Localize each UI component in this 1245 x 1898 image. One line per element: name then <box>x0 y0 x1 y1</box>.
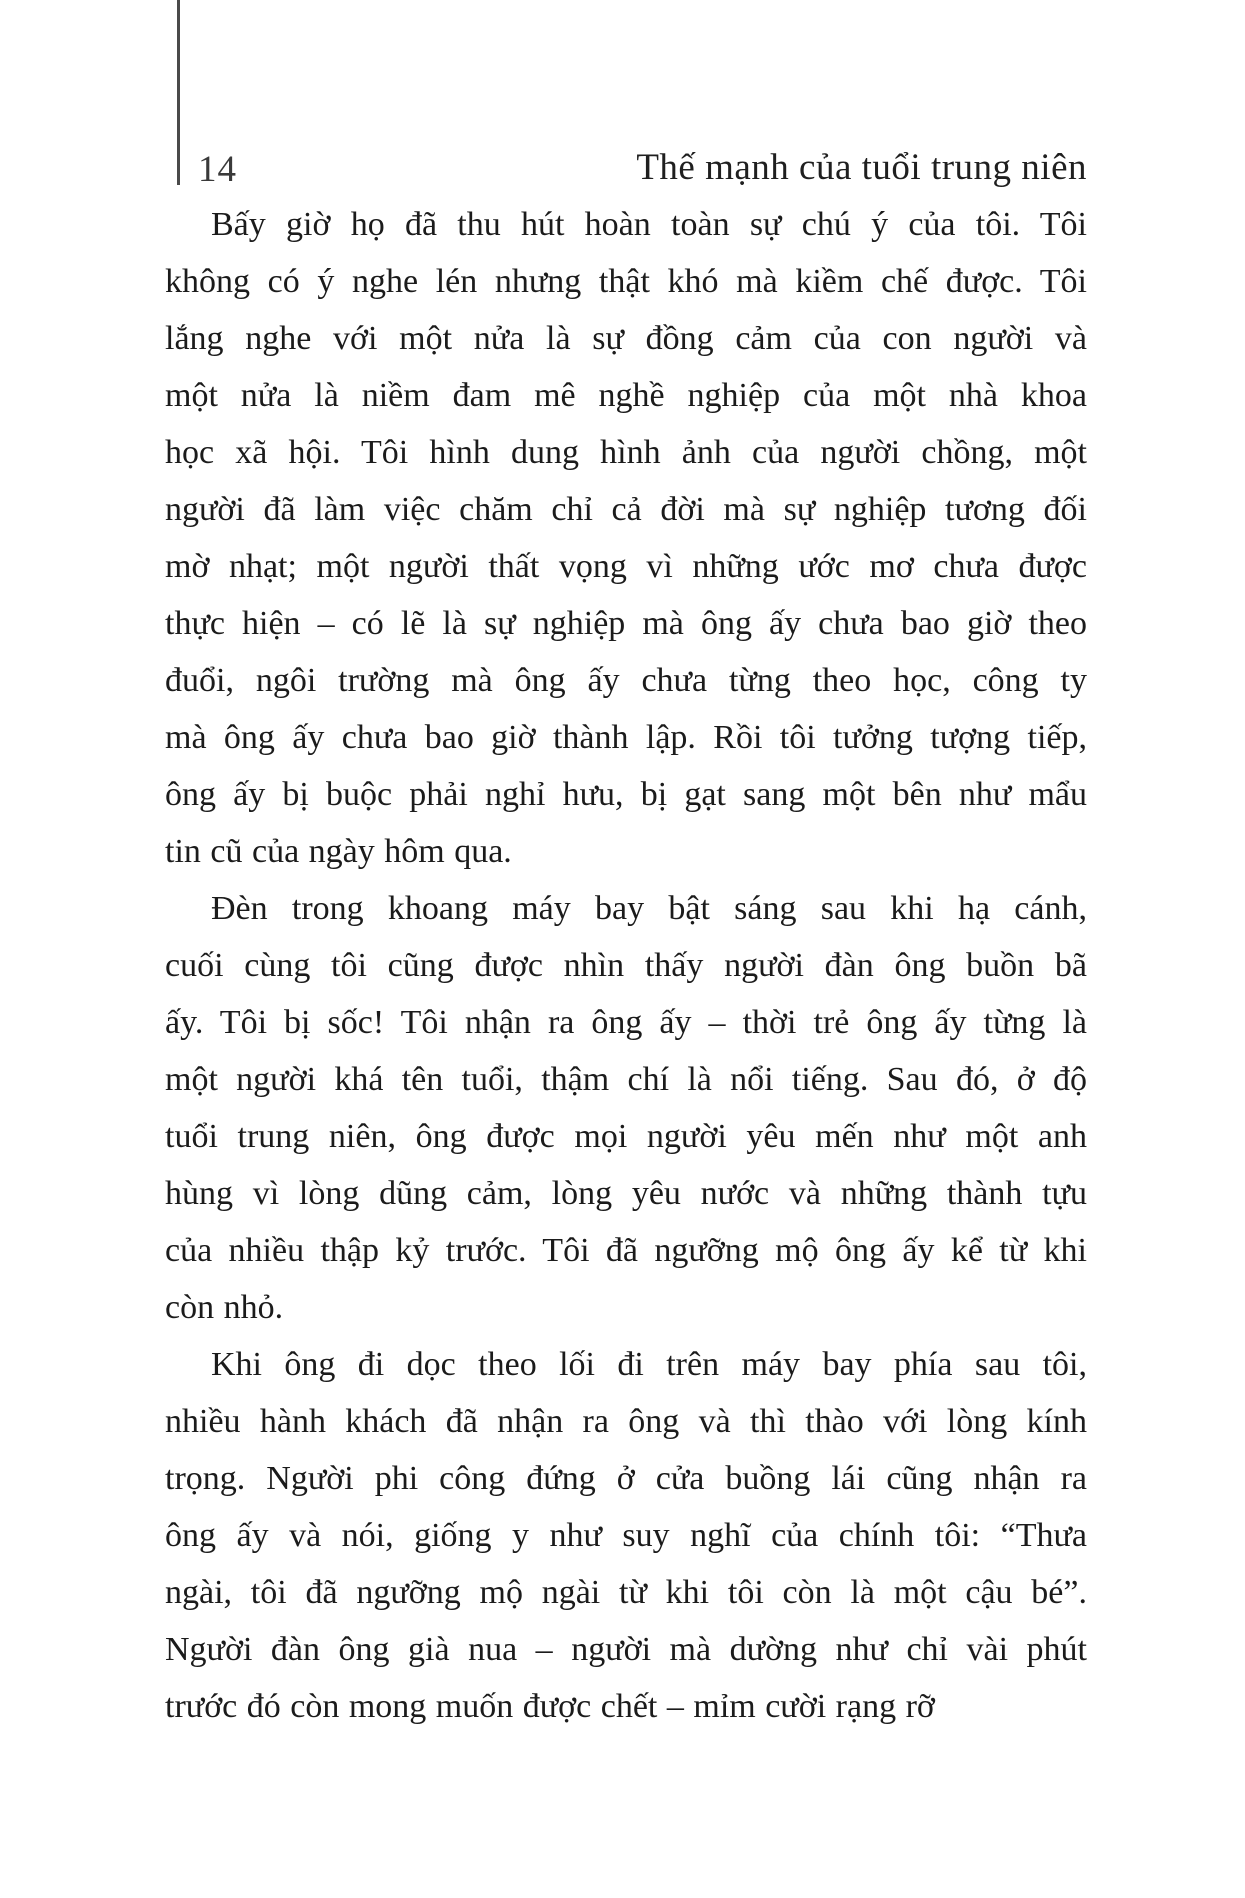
body-text <box>165 196 1087 1735</box>
text-line: nhiều hành khách đã nhận ra ông và thì thào với lòng kính <box>165 1403 1087 1440</box>
text-line: Đèn trong khoang máy bay bật sáng sau khi hạ cánh, <box>211 890 1087 927</box>
text-line: Bấy giờ họ đã thu hút hoàn toàn sự chú ý của tôi. Tôi <box>211 206 1087 243</box>
text-line: hùng vì lòng dũng cảm, lòng yêu nước và những thành tựu <box>165 1175 1087 1212</box>
text-line: học xã hội. Tôi hình dung hình ảnh của người chồng, một <box>165 434 1087 471</box>
text-line: trọng. Người phi công đứng ở cửa buồng lái cũng nhận ra <box>165 1460 1087 1497</box>
text-line: Khi ông đi dọc theo lối đi trên máy bay phía sau tôi, <box>211 1346 1087 1383</box>
text-line: ông ấy bị buộc phải nghỉ hưu, bị gạt sang một bên như mẩu <box>165 776 1087 813</box>
text-line: ông ấy và nói, giống y như suy nghĩ của chính tôi: “Thưa <box>165 1517 1087 1554</box>
paragraph <box>165 880 1087 1336</box>
text-line: lắng nghe với một nửa là sự đồng cảm của con người và <box>165 320 1087 357</box>
text-line: một người khá tên tuổi, thậm chí là nổi tiếng. Sau đó, ở độ <box>165 1061 1087 1098</box>
text-line: đuổi, ngôi trường mà ông ấy chưa từng theo học, công ty <box>165 662 1087 699</box>
margin-rule <box>177 0 180 185</box>
text-line: tuổi trung niên, ông được mọi người yêu mến như một anh <box>165 1118 1087 1155</box>
running-header-title: Thế mạnh của tuổi trung niên <box>636 147 1087 188</box>
text-line: mà ông ấy chưa bao giờ thành lập. Rồi tôi tưởng tượng tiếp, <box>165 719 1087 756</box>
text-line: không có ý nghe lén nhưng thật khó mà kiềm chế được. Tôi <box>165 263 1087 300</box>
text-line: một nửa là niềm đam mê nghề nghiệp của một nhà khoa <box>165 377 1087 414</box>
text-line: tin cũ của ngày hôm qua. <box>165 833 512 870</box>
text-line: mờ nhạt; một người thất vọng vì những ước mơ chưa được <box>165 548 1087 585</box>
text-line: trước đó còn mong muốn được chết – mỉm cười rạng rỡ <box>165 1688 935 1725</box>
text-line: ngài, tôi đã ngưỡng mộ ngài từ khi tôi còn là một cậu bé”. <box>165 1574 1087 1611</box>
paragraph <box>165 196 1087 880</box>
text-line: ấy. Tôi bị sốc! Tôi nhận ra ông ấy – thời trẻ ông ấy từng là <box>165 1004 1087 1041</box>
text-line: Người đàn ông già nua – người mà dường như chỉ vài phút <box>165 1631 1087 1668</box>
text-line: người đã làm việc chăm chỉ cả đời mà sự nghiệp tương đối <box>165 491 1087 528</box>
text-line: cuối cùng tôi cũng được nhìn thấy người đàn ông buồn bã <box>165 947 1087 984</box>
text-line: còn nhỏ. <box>165 1289 284 1326</box>
paragraph <box>165 1336 1087 1735</box>
text-line: của nhiều thập kỷ trước. Tôi đã ngưỡng mộ ông ấy kể từ khi <box>165 1232 1087 1269</box>
page-number: 14 <box>198 149 237 190</box>
text-line: thực hiện – có lẽ là sự nghiệp mà ông ấy chưa bao giờ theo <box>165 605 1087 642</box>
